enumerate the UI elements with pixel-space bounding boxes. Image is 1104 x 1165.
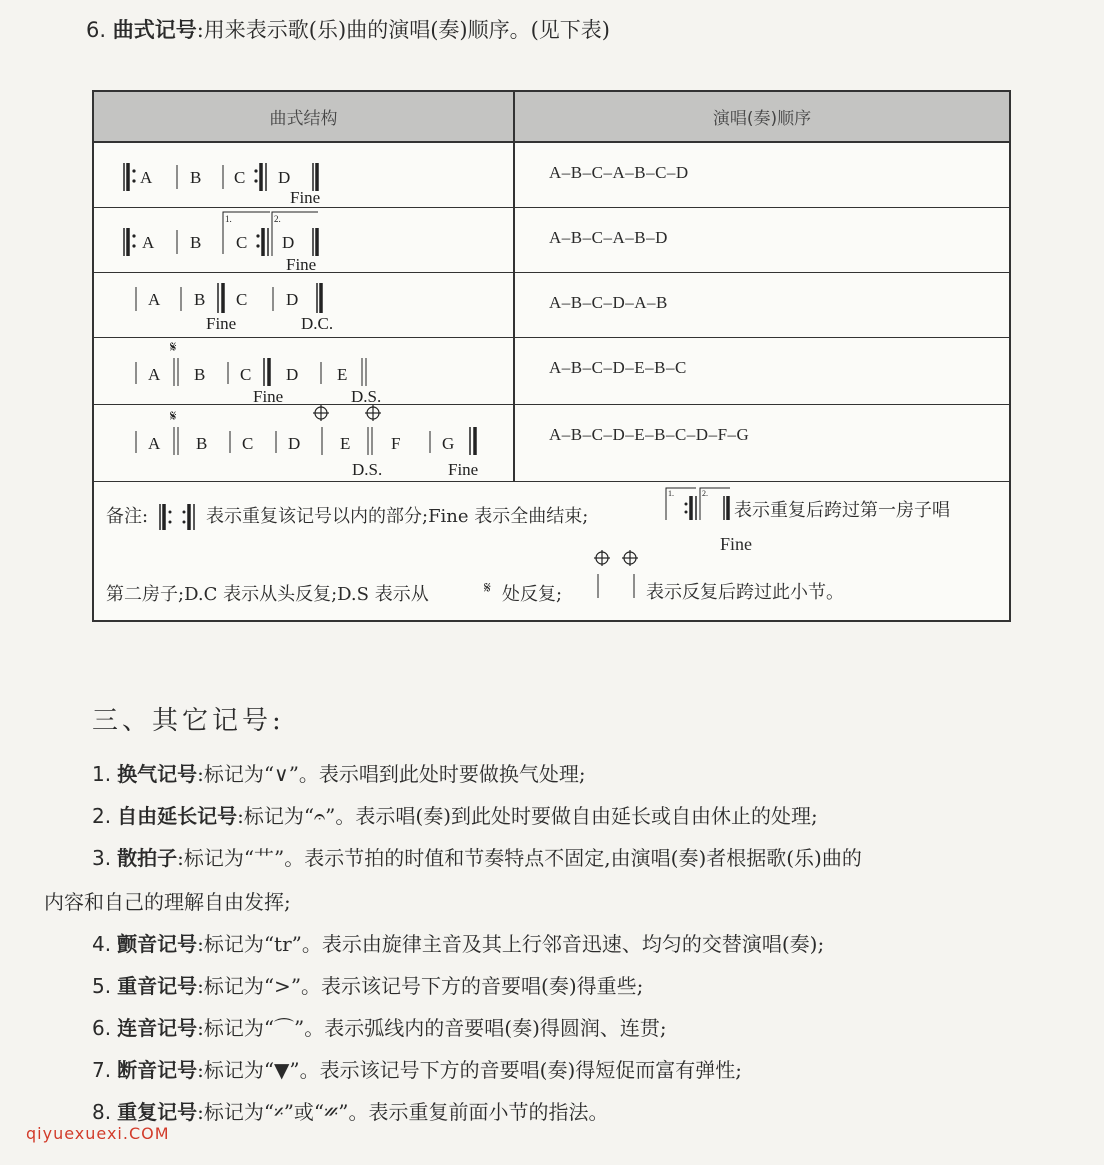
label-D: D — [286, 365, 299, 384]
item-text: :标记为“𝄐”。表示唱(奏)到此处时要做自由延长或自由休止的处理; — [237, 804, 818, 828]
item-number: 3. — [92, 846, 112, 870]
intro-line — [86, 14, 610, 44]
item-number: 8. — [92, 1100, 112, 1124]
label-B: B — [190, 233, 202, 252]
order-cell: A–B–C–A–B–C–D — [549, 163, 689, 182]
label-B: B — [196, 434, 208, 453]
item-number: 6. — [92, 1016, 112, 1040]
dc-label: D.C. — [301, 314, 334, 333]
item-text: :标记为“▼”。表示该记号下方的音要唱(奏)得短促而富有弹性; — [197, 1058, 743, 1082]
item-term: 重音记号 — [117, 974, 198, 998]
note-part3b: 处反复; — [502, 584, 563, 605]
label-A: A — [148, 365, 161, 384]
item-number: 4. — [92, 932, 112, 956]
coda-icon — [313, 405, 329, 421]
coda-structure-notation — [94, 405, 513, 481]
label-A: A — [148, 290, 161, 309]
order-cell: A–B–C–A–B–D — [549, 228, 668, 247]
table-row — [94, 338, 1009, 405]
item-text: :标记为“>”。表示该记号下方的音要唱(奏)得重些; — [197, 974, 644, 998]
volta-structure-notation — [94, 208, 513, 272]
item-text: :标记为“∨”。表示唱到此处时要做换气处理; — [197, 762, 586, 786]
volta-2-label: 2. — [274, 214, 281, 224]
fine-label: Fine — [286, 255, 317, 272]
label-D: D — [278, 168, 291, 187]
repeat-sign-icon — [156, 496, 206, 536]
item-text: :标记为“⌒”。表示弧线内的音要唱(奏)得圆润、连贯; — [197, 1016, 667, 1040]
label-B: B — [190, 168, 202, 187]
label-C: C — [236, 233, 248, 252]
list-item — [92, 1054, 742, 1083]
structure-cell — [94, 208, 515, 272]
volta-1-label: 1. — [225, 214, 232, 224]
item-text: :标记为“tr”。表示由旋律主音及其上行邻音迅速、均匀的交替演唱(奏); — [197, 932, 825, 956]
repeat-structure-notation — [94, 143, 513, 207]
table-row — [94, 405, 1009, 482]
label-D: D — [286, 290, 299, 309]
list-item — [92, 800, 818, 829]
volta-2-label: 2. — [702, 489, 708, 498]
item-term: 重复记号 — [117, 1100, 198, 1124]
intro-number: 6. — [86, 18, 107, 42]
header-order: 演唱(奏)顺序 — [712, 109, 812, 129]
structure-cell — [94, 143, 515, 207]
label-E: E — [337, 365, 348, 384]
order-cell: A–B–C–D–E–B–C — [549, 358, 687, 377]
note-part2: 表示重复后跨过第一房子唱 — [734, 500, 950, 521]
ds-label: D.S. — [351, 387, 382, 404]
list-item — [92, 1012, 667, 1041]
note-prefix: 备注: — [106, 506, 149, 527]
watermark: qiyuexuexi.COM — [26, 1124, 170, 1143]
label-C: C — [236, 290, 248, 309]
label-C: C — [240, 365, 252, 384]
order-cell: A–B–C–D–A–B — [549, 293, 668, 312]
volta-1-label: 1. — [668, 489, 674, 498]
item-text: 内容和自己的理解自由发挥; — [44, 890, 291, 914]
segno-icon: 𝄋 — [484, 578, 491, 597]
item-number: 7. — [92, 1058, 112, 1082]
label-A: A — [148, 434, 161, 453]
intro-term: 曲式记号 — [112, 18, 197, 42]
item-term: 自由延长记号 — [117, 804, 238, 828]
label-G: G — [442, 434, 455, 453]
item-number: 5. — [92, 974, 112, 998]
label-F: F — [391, 434, 401, 453]
label-A: A — [140, 168, 153, 187]
fine-label: Fine — [448, 460, 479, 479]
section-heading: 三、其它记号: — [92, 706, 285, 736]
label-A: A — [142, 233, 155, 252]
note-fine: Fine — [720, 534, 753, 554]
list-item — [92, 928, 824, 957]
header-structure: 曲式结构 — [94, 92, 515, 141]
label-D: D — [288, 434, 301, 453]
item-term: 换气记号 — [117, 762, 198, 786]
label-B: B — [194, 290, 206, 309]
table-row — [94, 208, 1009, 273]
item-term: 散拍子 — [117, 846, 178, 870]
segno-icon: 𝄋 — [170, 409, 177, 425]
list-item — [92, 842, 862, 871]
dc-structure-notation — [94, 273, 513, 337]
item-text: :标记为“艹”。表示节拍的时值和节奏特点不固定,由演唱(奏)者根据歌(乐)曲的 — [177, 846, 862, 870]
fine-label: Fine — [290, 188, 321, 207]
form-structure-table — [92, 90, 1011, 622]
item-text: :标记为“𝄎”或“𝄏”。表示重复前面小节的指法。 — [197, 1100, 609, 1124]
table-row — [94, 143, 1009, 208]
item-number: 1. — [92, 762, 112, 786]
ds-label: D.S. — [352, 460, 383, 479]
table-header — [94, 92, 1009, 143]
list-item — [92, 1096, 609, 1125]
label-D: D — [282, 233, 295, 252]
label-C: C — [242, 434, 254, 453]
list-item-continuation — [44, 886, 291, 915]
ds-structure-notation — [94, 338, 513, 404]
volta-sign-icon — [662, 484, 734, 524]
structure-cell — [94, 405, 515, 481]
table-row — [94, 273, 1009, 338]
list-item — [92, 758, 586, 787]
item-term: 连音记号 — [117, 1016, 198, 1040]
order-cell: A–B–C–D–E–B–C–D–F–G — [549, 425, 750, 444]
note-part3: 第二房子;D.C 表示从头反复;D.S 表示从 — [106, 584, 429, 605]
table-note — [94, 482, 1009, 620]
label-E: E — [340, 434, 351, 453]
intro-text: :用来表示歌(乐)曲的演唱(奏)顺序。(见下表) — [196, 18, 610, 42]
structure-cell — [94, 338, 515, 404]
note-part1: 表示重复该记号以内的部分;Fine 表示全曲结束; — [206, 506, 589, 527]
coda-icon — [365, 405, 381, 421]
structure-cell — [94, 273, 515, 337]
list-item — [92, 970, 643, 999]
item-number: 2. — [92, 804, 112, 828]
item-term: 断音记号 — [117, 1058, 198, 1082]
label-B: B — [194, 365, 206, 384]
fine-label: Fine — [253, 387, 284, 404]
note-part4: 表示反复后跨过此小节。 — [646, 582, 844, 603]
fine-label: Fine — [206, 314, 237, 333]
item-term: 颤音记号 — [117, 932, 198, 956]
label-C: C — [234, 168, 246, 187]
coda-sign-icon — [590, 548, 640, 600]
segno-icon: 𝄋 — [170, 340, 177, 356]
